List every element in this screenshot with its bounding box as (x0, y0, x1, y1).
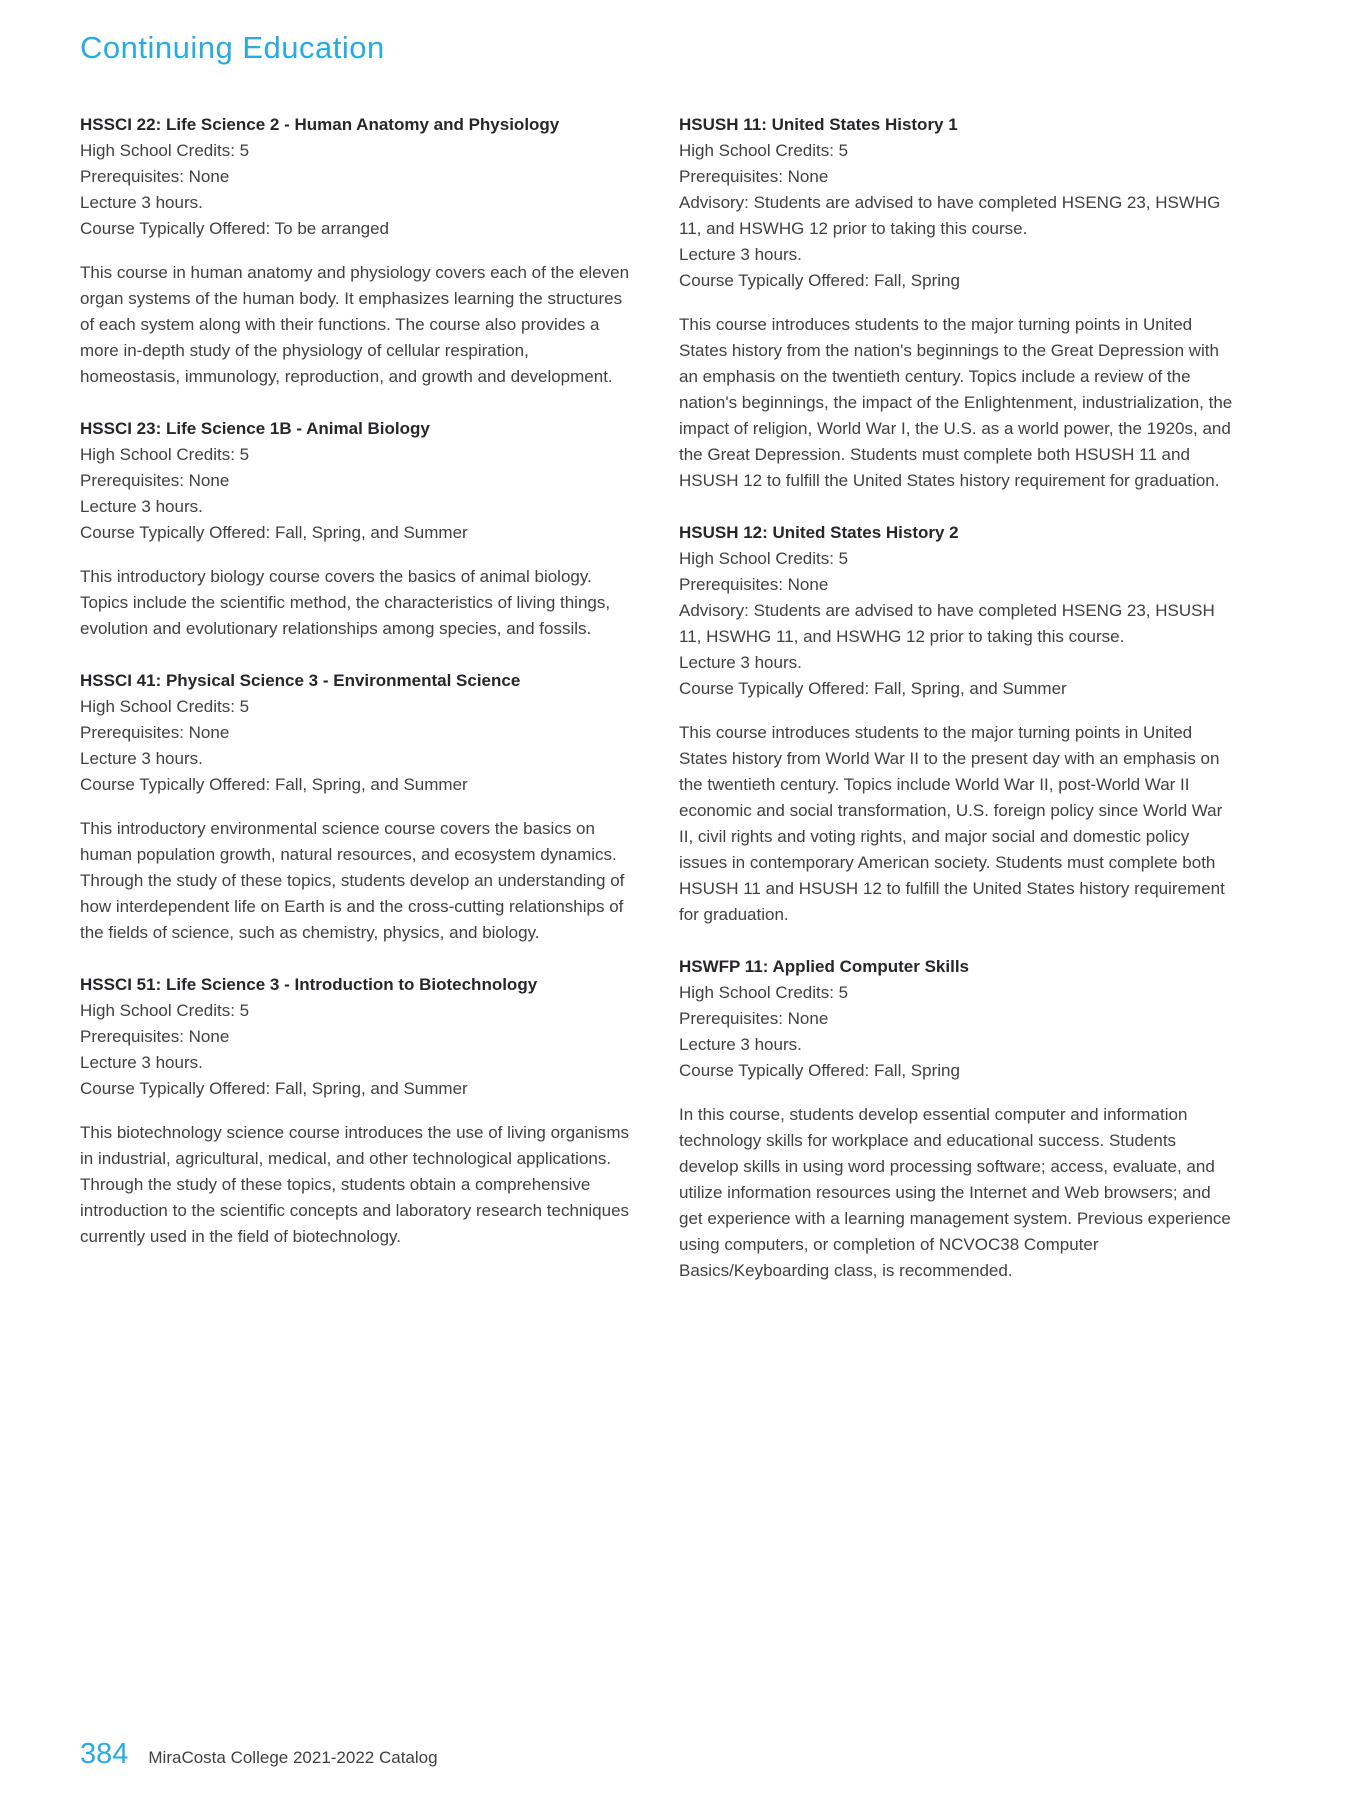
column-left (80, 112, 633, 1276)
course-block (80, 972, 633, 1250)
course-detail: Lecture 3 hours. (679, 653, 802, 672)
course-detail: Course Typically Offered: Fall, Spring, and Summer (80, 1079, 468, 1098)
course-detail: Prerequisites: None (80, 723, 230, 742)
course-description: This biotechnology science course introduces the use of living organisms in industrial, agricultural, medical, and other technological applications. Through the study of these topics, students obtain a comprehensive introduction to the scientific concepts and laboratory research techniques currently used in the field of biotechnology. (80, 1123, 630, 1246)
course-description: This course introduces students to the major turning points in United States history from World War II to the present day with an emphasis on the twentieth century. Topics include World War II, post-World War II economic and social transformation, U.S. foreign policy since World War II, civil rights and voting rights, and major social and domestic policy issues in contemporary American society. Students must complete both HSUSH 11 and HSUSH 12 to fulfill the United States history requirement for graduation. (679, 723, 1225, 924)
course-description: In this course, students develop essential computer and information technology skills for workplace and educational success. Students develop skills in using word processing software; access, evaluate, and utilize information resources using the Internet and Web browsers; and get experience with a learning management system. Previous experience using computers, or completion of NCVOC38 Computer Basics/Keyboarding class, is recommended. (679, 1105, 1231, 1280)
course-detail: Advisory: Students are advised to have completed HSENG 23, HSWHG 11, and HSWHG 12 prior to taking this course. (679, 193, 1221, 238)
course-detail: Advisory: Students are advised to have completed HSENG 23, HSUSH 11, HSWHG 11, and HSWHG 12 prior to taking this course. (679, 601, 1215, 646)
course-block (80, 668, 633, 946)
course-detail: Lecture 3 hours. (80, 1053, 203, 1072)
course-block (679, 954, 1237, 1284)
course-detail: Prerequisites: None (80, 471, 230, 490)
course-detail: High School Credits: 5 (679, 141, 849, 160)
course-title: HSSCI 22: Life Science 2 - Human Anatomy and Physiology (80, 115, 560, 134)
course-columns (80, 112, 1237, 1310)
course-title: HSUSH 11: United States History 1 (679, 115, 958, 134)
course-title: HSSCI 41: Physical Science 3 - Environmental Science (80, 671, 521, 690)
course-detail: Course Typically Offered: Fall, Spring, and Summer (80, 523, 468, 542)
course-detail: Lecture 3 hours. (679, 245, 802, 264)
footer-catalog-text: MiraCosta College 2021-2022 Catalog (148, 1748, 438, 1767)
course-details (80, 442, 633, 546)
course-description: This introductory biology course covers the basics of animal biology. Topics include the scientific method, the characteristics of living things, evolution and evolutionary relationships among species, and fossils. (80, 567, 611, 638)
course-detail: Prerequisites: None (679, 1009, 829, 1028)
course-detail: Prerequisites: None (679, 167, 829, 186)
course-title: HSSCI 51: Life Science 3 - Introduction to Biotechnology (80, 975, 538, 994)
course-detail: Course Typically Offered: To be arranged (80, 219, 390, 238)
course-detail: Course Typically Offered: Fall, Spring, and Summer (679, 679, 1067, 698)
course-description: This introductory environmental science course covers the basics on human population growth, natural resources, and ecosystem dynamics. Through the study of these topics, students develop an understanding of how interdependent life on Earth is and the cross-cutting relationships of the fields of science, such as chemistry, physics, and biology. (80, 819, 625, 942)
course-detail: Course Typically Offered: Fall, Spring, and Summer (80, 775, 468, 794)
course-detail: High School Credits: 5 (80, 141, 250, 160)
course-detail: Prerequisites: None (80, 1027, 230, 1046)
course-block (679, 112, 1237, 494)
course-detail: Lecture 3 hours. (679, 1035, 802, 1054)
course-details (679, 980, 1237, 1084)
course-detail: Course Typically Offered: Fall, Spring (679, 1061, 960, 1080)
course-details (679, 546, 1237, 702)
course-description: This course introduces students to the major turning points in United States history from the nation's beginnings to the Great Depression with an emphasis on the twentieth century. Topics include a review of the nation's beginnings, the impact of the Enlightenment, industrialization, the impact of religion, World War I, the U.S. as a world power, the 1920s, and the Great Depression. Students must complete both HSUSH 11 and HSUSH 12 to fulfill the United States history requirement for graduation. (679, 315, 1233, 490)
course-detail: High School Credits: 5 (679, 549, 849, 568)
column-right (679, 112, 1237, 1310)
page-title: Continuing Education (80, 30, 385, 65)
course-details (80, 694, 633, 798)
course-detail: High School Credits: 5 (679, 983, 849, 1002)
course-block (80, 112, 633, 390)
course-detail: High School Credits: 5 (80, 697, 250, 716)
course-details (80, 998, 633, 1102)
course-details (679, 138, 1237, 294)
page-footer (80, 1738, 438, 1771)
course-detail: Lecture 3 hours. (80, 497, 203, 516)
course-title: HSUSH 12: United States History 2 (679, 523, 959, 542)
course-detail: Lecture 3 hours. (80, 749, 203, 768)
course-detail: Course Typically Offered: Fall, Spring (679, 271, 960, 290)
course-details (80, 138, 633, 242)
course-detail: High School Credits: 5 (80, 445, 250, 464)
course-detail: Prerequisites: None (679, 575, 829, 594)
course-block (80, 416, 633, 642)
course-detail: High School Credits: 5 (80, 1001, 250, 1020)
course-title: HSSCI 23: Life Science 1B - Animal Biology (80, 419, 430, 438)
footer-page-number: 384 (80, 1738, 129, 1770)
course-detail: Prerequisites: None (80, 167, 230, 186)
course-description: This course in human anatomy and physiology covers each of the eleven organ systems of the human body. It emphasizes learning the structures of each system along with their functions. The course also provides a more in-depth study of the physiology of cellular respiration, homeostasis, immunology, reproduction, and growth and development. (80, 263, 630, 386)
course-detail: Lecture 3 hours. (80, 193, 203, 212)
course-title: HSWFP 11: Applied Computer Skills (679, 957, 969, 976)
course-block (679, 520, 1237, 928)
